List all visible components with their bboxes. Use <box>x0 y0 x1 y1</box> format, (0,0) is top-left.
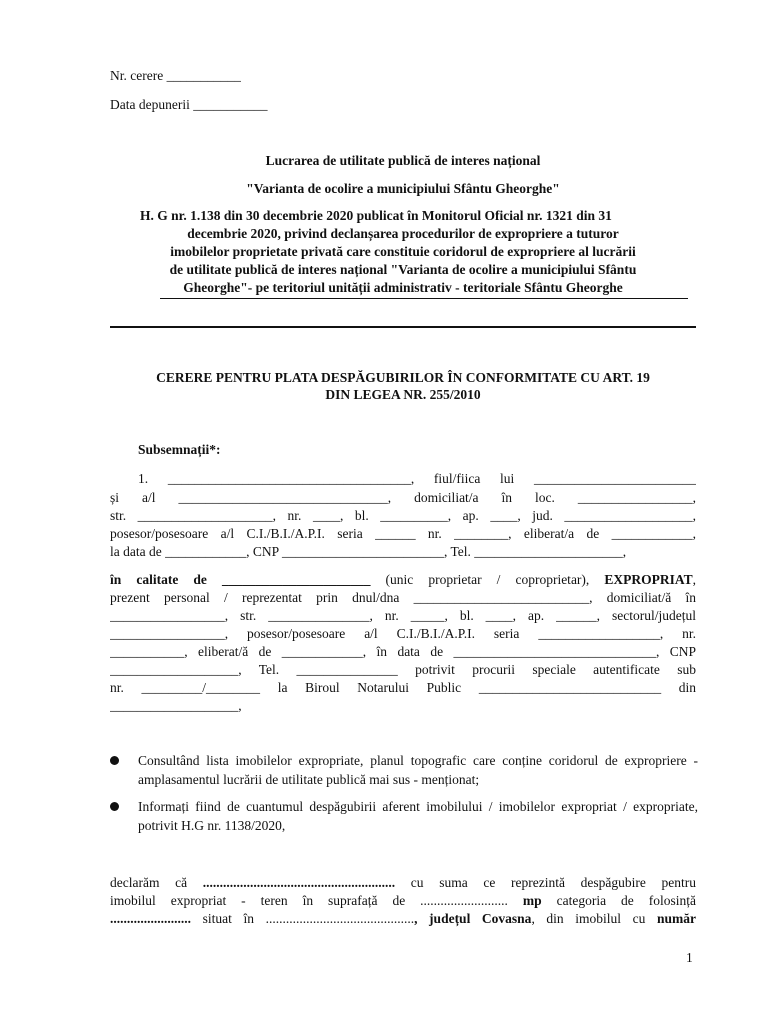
form-line: prezent personal / reprezentat prin dnul/dna __________________________, domiciliat/ă în <box>110 590 696 605</box>
bullet-dot <box>110 756 119 765</box>
form-line: posesor/posesoare a/l C.I./B.I./A.P.I. seria ______ nr. ________, eliberat/a de ____________, <box>110 526 696 541</box>
bullet-text: Informați fiind de cuantumul despăgubirii aferent imobilului / imobilelor expropriat / expropriate, potrivit H.G nr. 1138/2020, <box>138 799 698 833</box>
project-subtitle: "Varianta de ocolire a municipiului Sfântu Gheorghe" <box>246 181 560 196</box>
sum-blank: ......................................................... <box>202 875 396 890</box>
form-line: și a/l _______________________________, domiciliat/a în loc. _________________, <box>110 490 696 505</box>
title-underline <box>160 298 688 299</box>
declaratie-line-3 <box>110 909 696 928</box>
declaratie-text: categoria de folosință <box>541 893 696 908</box>
hg-line: de utilitate publică de interes național "Varianta de ocolire a municipiului Sfântu <box>169 262 637 277</box>
form-line: la data de ____________, CNP ________________________, Tel. ______________________, <box>110 544 627 559</box>
form-line: _________________, str. _______________, nr. _____, bl. ____, ap. ______, sectorul/județul <box>110 608 696 623</box>
form-line: ___________________, Tel. _______________ potrivit procurii speciale autentificate sub <box>110 662 696 677</box>
subsemnatii-label: Subsemnații*: <box>138 442 221 457</box>
declaratie-line-1 <box>110 873 696 892</box>
request-title-2: DIN LEGEA NR. 255/2010 <box>325 387 481 402</box>
expropriat-label: EXPROPRIAT <box>604 572 693 587</box>
judet-label: , județul Covasna <box>414 911 532 926</box>
hg-line: imobilelor proprietate privată care constituie coridorul de expropriere al lucrării <box>170 244 636 259</box>
hg-line: decembrie 2020, privind declanșarea procedurilor de expropriere a tuturor <box>187 226 619 241</box>
form-line: str. ____________________, nr. ____, bl. __________, ap. ____, jud. ___________________, <box>110 508 696 523</box>
bullet-text: Consultând lista imobilelor expropriate, planul topografic care conține coridorul de expropriere - amplasamentul lucrării de utilitate publică mai sus - menționat; <box>138 753 698 787</box>
declaratie-text: declarăm că <box>110 875 203 890</box>
declaratie-text: situat în ............................................ <box>191 911 415 926</box>
declaratie-text: imobilul expropriat - teren în suprafață de .......................... <box>110 893 523 908</box>
hg-line: Gheorghe"- pe teritoriul unității administrativ - teritoriale Sfântu Gheorghe <box>183 280 623 295</box>
calitate-line <box>110 570 696 589</box>
form-line: _________________, posesor/posesoare a/l C.I./B.I./A.P.I. seria __________________, nr. <box>110 626 696 641</box>
page-number: 1 <box>686 950 693 965</box>
declaratie-line-2 <box>110 891 696 910</box>
calitate-middle: (unic proprietar / coproprietar), <box>370 572 605 587</box>
form-line: nr. _________/________ la Biroul Notarului Public ___________________________ din <box>110 680 696 695</box>
project-title: Lucrarea de utilitate publică de interes național <box>265 153 541 168</box>
numar-label: număr <box>656 911 696 926</box>
bullet-dot <box>110 802 119 811</box>
calitate-blank: ______________________ <box>221 572 371 587</box>
declaratie-text: cu suma ce reprezintă despăgubire pentru <box>395 875 696 890</box>
data-depunerii: Data depunerii ___________ <box>110 97 268 112</box>
form-line: ___________, eliberat/ă de ____________, în data de ______________________________, CNP <box>110 644 696 659</box>
calitate-comma: , <box>692 572 696 587</box>
category-blank: ........................ <box>110 911 191 926</box>
declaratie-text: , din imobilul cu <box>531 911 657 926</box>
calitate-lead: în calitate de <box>110 572 207 587</box>
form-line: 1. ____________________________________, fiul/fiica lui ________________________ <box>138 471 696 486</box>
request-title: CERERE PENTRU PLATA DESPĂGUBIRILOR ÎN CONFORMITATE CU ART. 19 <box>156 370 650 385</box>
hg-line: H. G nr. 1.138 din 30 decembrie 2020 publicat în Monitorul Oficial nr. 1321 din 31 <box>140 208 612 223</box>
form-line: ___________________, <box>110 698 242 713</box>
mp-label: mp <box>522 893 542 908</box>
separator-rule <box>110 326 696 328</box>
nr-cerere: Nr. cerere ___________ <box>110 68 241 83</box>
